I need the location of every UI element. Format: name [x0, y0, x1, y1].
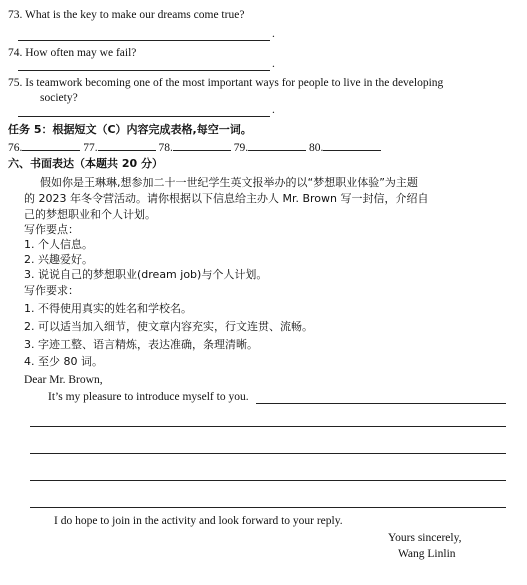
intro-line-3: 己的梦想职业和个人计划。	[24, 208, 156, 221]
writing-line-2[interactable]	[30, 453, 506, 454]
blank-label-79: 79.	[233, 142, 249, 154]
point-2: 2. 兴趣爱好。	[24, 253, 93, 266]
blank-77[interactable]	[98, 139, 156, 151]
task5-title: 任务 5：根据短文（C）内容完成表格,每空一词。	[8, 123, 252, 136]
letter-signoff: Yours sincerely,	[388, 532, 462, 544]
question-74: 74. How often may we fail?	[8, 47, 137, 59]
writing-line-4[interactable]	[30, 507, 506, 508]
blank-label-80: 80.	[309, 142, 324, 154]
requirement-4: 4. 至少 80 词。	[24, 355, 103, 368]
blank-80[interactable]	[323, 139, 381, 151]
letter-signature: Wang Linlin	[398, 548, 456, 560]
points-title: 写作要点：	[24, 223, 79, 236]
letter-closing-line: I do hope to join in the activity and look forward to your reply.	[54, 515, 343, 527]
writing-heading: 六、书面表达（本题共 20 分）	[8, 157, 163, 170]
writing-line-1[interactable]	[30, 426, 506, 427]
task5-blanks	[8, 139, 381, 155]
blank-label-77: 77.	[83, 142, 98, 154]
blank-76[interactable]	[22, 139, 80, 151]
blank-78[interactable]	[173, 139, 231, 151]
letter-opening: It’s my pleasure to introduce myself to you.	[48, 391, 249, 403]
requirement-3: 3. 字迹工整、语言精炼，表达准确，条理清晰。	[24, 338, 258, 351]
blank-79[interactable]	[248, 139, 306, 151]
letter-greeting: Dear Mr. Brown,	[24, 374, 103, 386]
period-74: .	[272, 58, 275, 70]
blank-label-76: 76.	[8, 142, 23, 154]
intro-line-2: 的 2023 年冬令营活动。请你根据以下信息给主办人 Mr. Brown 写一封信，介绍自	[24, 192, 429, 205]
answer-line-73[interactable]	[18, 40, 270, 41]
writing-line-3[interactable]	[30, 480, 506, 481]
intro-line-1: 假如你是王琳琳,想参加二十一世纪学生英文报举办的以“梦想职业体验”为主题	[40, 176, 418, 189]
period-75: .	[272, 104, 275, 116]
requirements-title: 写作要求：	[24, 284, 79, 297]
question-75-line2: society?	[40, 92, 78, 104]
requirement-1: 1. 不得使用真实的姓名和学校名。	[24, 302, 192, 315]
question-75-line1: 75. Is teamwork becoming one of the most important ways for people to live in the developing	[8, 77, 444, 89]
period-73: .	[272, 28, 275, 40]
point-1: 1. 个人信息。	[24, 238, 93, 251]
answer-line-74[interactable]	[18, 70, 270, 71]
requirement-2: 2. 可以适当加入细节，使文章内容充实，行文连贯、流畅。	[24, 320, 313, 333]
point-3: 3. 说说自己的梦想职业(dream job)与个人计划。	[24, 268, 268, 281]
question-73: 73. What is the key to make our dreams come true?	[8, 9, 245, 21]
writing-line-0[interactable]	[256, 403, 506, 404]
answer-line-75[interactable]	[18, 116, 270, 117]
blank-label-78: 78.	[158, 142, 173, 154]
